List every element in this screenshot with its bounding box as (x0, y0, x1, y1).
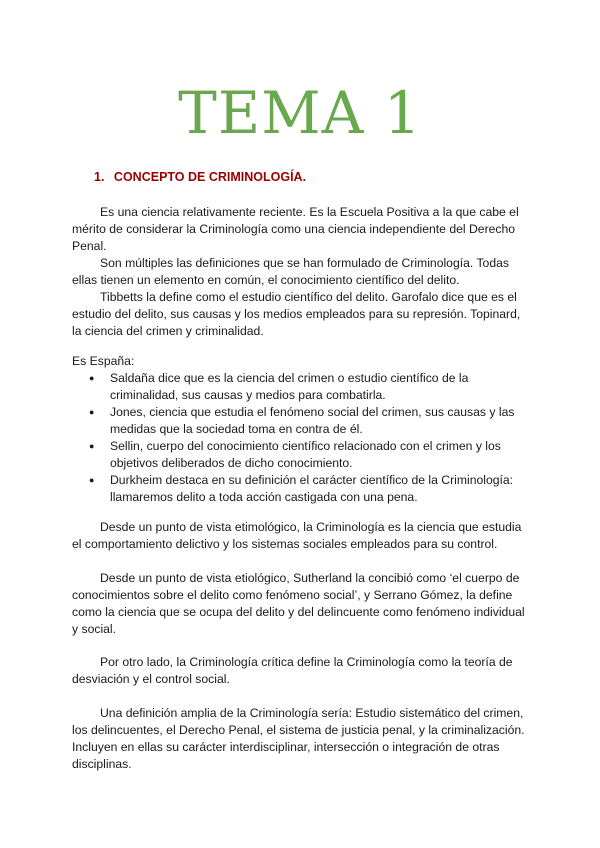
spain-block (72, 353, 526, 506)
section-heading-text: CONCEPTO DE CRIMINOLOGÍA. (113, 170, 307, 184)
list-item-text: Sellin, cuerpo del conocimiento científico relacionado con el crimen y los objetivos deliberados de dicho conocimiento. (110, 439, 501, 470)
section-number: 1. (94, 170, 105, 184)
list-item (72, 370, 526, 404)
list-item-text: Durkheim destaca en su definición el carácter científico de la Criminología: llamaremos delito a toda acción castigada con una pena. (110, 473, 514, 504)
list-item (72, 472, 526, 506)
etimologico-paragraph: Desde un punto de vista etimológico, la Criminología es la ciencia que estudia el comportamiento delictivo y los sistemas sociales empleados para su control. (72, 520, 522, 551)
list-item-text: Jones, ciencia que estudia el fenómeno social del crimen, sus causas y las medidas que la sociedad toma en contra de él. (110, 405, 515, 436)
bullet-icon: ● (89, 373, 95, 383)
critica-paragraph: Por otro lado, la Criminología crítica define la Criminología como la teoría de desviación y el control social. (72, 655, 513, 686)
page-title: TEMA 1 (178, 79, 422, 147)
etimologico-block (72, 519, 526, 553)
amplia-paragraph: Una definición amplia de la Criminología sería: Estudio sistemático del crimen, los delincuentes, el Derecho Penal, el sistema de justicia penal, y la criminalización. Incluyen en ellas su carácter interdisciplinar, intersección o integración de otras disciplinas. (72, 706, 525, 771)
spain-definitions-list (72, 370, 526, 506)
etiologico-block (72, 570, 526, 638)
critica-block (72, 654, 526, 688)
bullet-icon: ● (89, 441, 95, 451)
bullet-icon: ● (89, 407, 95, 417)
intro-paragraph-1: Es una ciencia relativamente reciente. Es la Escuela Positiva a la que cabe el mérito de considerar la Criminología como una ciencia independiente del Derecho Penal. (72, 205, 519, 253)
spain-label: Es España: (72, 354, 135, 368)
section-heading (94, 170, 306, 184)
list-item-text: Saldaña dice que es la ciencia del crimen o estudio científico de la criminalidad, sus causas y medios para combatirla. (110, 371, 469, 402)
intro-paragraph-2: Son múltiples las definiciones que se han formulado de Criminología. Todas ellas tienen un elemento en común, el conocimiento científico del delito. (72, 256, 509, 287)
amplia-block (72, 705, 526, 773)
intro-paragraph-3: Tibbetts la define como el estudio científico del delito. Garofalo dice que es el estudio del delito, sus causas y los medios empleados para su represión. Topinard, la ciencia del crimen y criminalidad. (72, 290, 521, 338)
list-item (72, 438, 526, 472)
list-item (72, 404, 526, 438)
bullet-icon: ● (89, 475, 95, 485)
etiologico-paragraph: Desde un punto de vista etiológico, Sutherland la concibió como ‘el cuerpo de conocimientos sobre el delito como fenómeno social’, y Serrano Gómez, la define como la ciencia que se ocupa del delito y del delincuente como fenómeno individual y social. (72, 571, 525, 636)
intro-block (72, 204, 526, 340)
